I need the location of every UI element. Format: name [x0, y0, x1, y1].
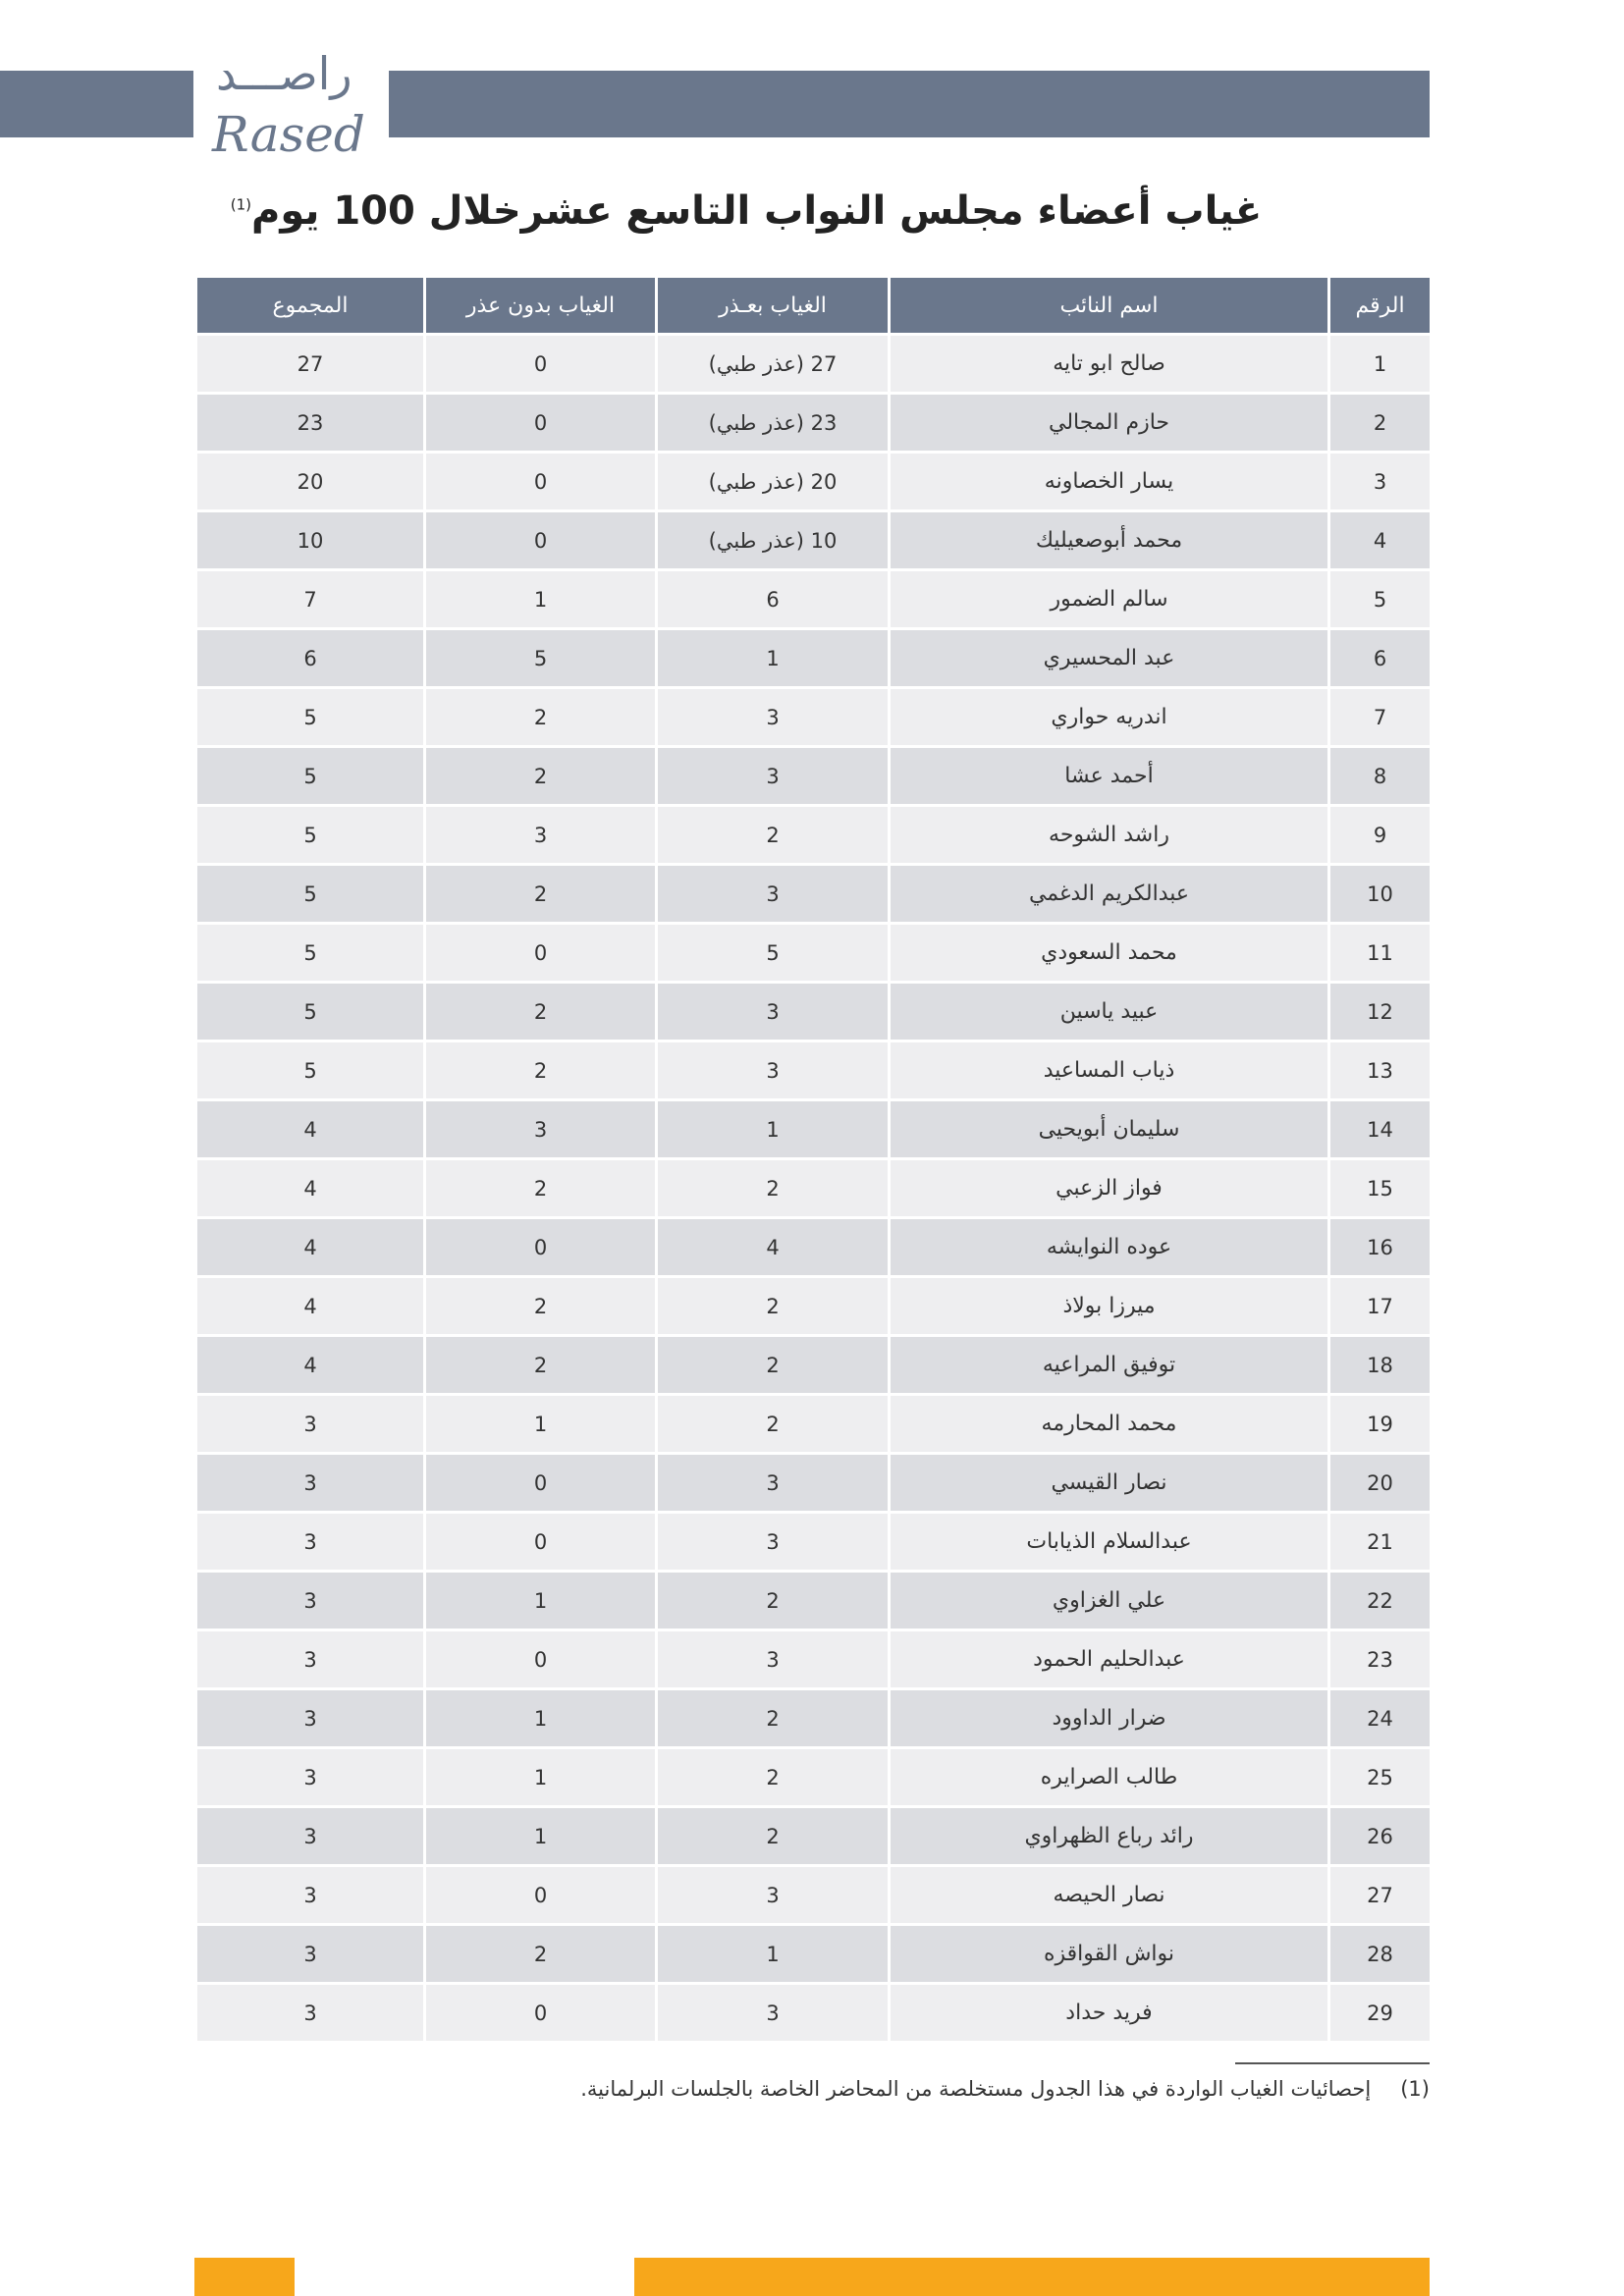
cell-total: 3 [196, 1748, 425, 1807]
cell-number: 6 [1329, 629, 1432, 688]
cell-number: 1 [1329, 335, 1432, 394]
cell-number: 7 [1329, 688, 1432, 747]
cell-total: 4 [196, 1218, 425, 1277]
cell-number: 25 [1329, 1748, 1432, 1807]
cell-total: 5 [196, 747, 425, 806]
cell-total: 5 [196, 806, 425, 865]
cell-excused-absence: 6 [657, 570, 890, 629]
cell-total: 3 [196, 1513, 425, 1572]
footnote-text: إحصائيات الغياب الواردة في هذا الجدول مستخلصة من المحاضر الخاصة بالجلسات البرلمانية. [580, 2077, 1372, 2101]
table-row [196, 1159, 1432, 1218]
cell-number: 14 [1329, 1100, 1432, 1159]
cell-excused-absence: 2 [657, 1748, 890, 1807]
table-row [196, 1689, 1432, 1748]
logo-english-text: Rased [212, 106, 365, 163]
cell-deputy-name: يسار الخصاونه [890, 453, 1329, 511]
cell-unexcused-absence: 2 [425, 747, 657, 806]
cell-deputy-name: محمد السعودي [890, 924, 1329, 983]
cell-deputy-name: أحمد عشا [890, 747, 1329, 806]
cell-unexcused-absence: 2 [425, 983, 657, 1041]
cell-unexcused-absence: 0 [425, 453, 657, 511]
absence-table [194, 275, 1433, 2044]
header-deputy-name: اسم النائب [890, 277, 1329, 335]
footnote [580, 2077, 1430, 2101]
cell-number: 27 [1329, 1866, 1432, 1925]
cell-total: 5 [196, 1041, 425, 1100]
table-header-row [196, 277, 1432, 335]
cell-deputy-name: عوده النوايشه [890, 1218, 1329, 1277]
table-row [196, 1572, 1432, 1630]
cell-number: 9 [1329, 806, 1432, 865]
cell-number: 5 [1329, 570, 1432, 629]
cell-unexcused-absence: 2 [425, 1925, 657, 1984]
cell-excused-absence: 3 [657, 983, 890, 1041]
cell-deputy-name: ذياب المساعيد [890, 1041, 1329, 1100]
cell-deputy-name: فواز الزعبي [890, 1159, 1329, 1218]
cell-total: 4 [196, 1277, 425, 1336]
table-row [196, 1748, 1432, 1807]
cell-total: 5 [196, 865, 425, 924]
table-row [196, 1630, 1432, 1689]
cell-unexcused-absence: 3 [425, 806, 657, 865]
cell-excused-absence: 5 [657, 924, 890, 983]
cell-excused-absence: 3 [657, 1041, 890, 1100]
table-row [196, 924, 1432, 983]
cell-total: 3 [196, 1807, 425, 1866]
cell-total: 3 [196, 1984, 425, 2043]
cell-excused-absence: 4 [657, 1218, 890, 1277]
cell-unexcused-absence: 0 [425, 1866, 657, 1925]
cell-unexcused-absence: 0 [425, 1218, 657, 1277]
table-row [196, 1277, 1432, 1336]
cell-number: 8 [1329, 747, 1432, 806]
cell-number: 10 [1329, 865, 1432, 924]
table-row [196, 570, 1432, 629]
footer-bar-left [194, 2258, 295, 2296]
cell-excused-absence: 2 [657, 1159, 890, 1218]
cell-unexcused-absence: 2 [425, 1277, 657, 1336]
header-number: الرقم [1329, 277, 1432, 335]
cell-total: 4 [196, 1336, 425, 1395]
cell-total: 10 [196, 511, 425, 570]
cell-total: 23 [196, 394, 425, 453]
cell-unexcused-absence: 1 [425, 1807, 657, 1866]
cell-number: 28 [1329, 1925, 1432, 1984]
cell-unexcused-absence: 1 [425, 1395, 657, 1454]
table-body [196, 335, 1432, 2043]
cell-deputy-name: رائد رباع الظهراوي [890, 1807, 1329, 1866]
cell-unexcused-absence: 3 [425, 1100, 657, 1159]
table-row [196, 1984, 1432, 2043]
cell-unexcused-absence: 2 [425, 1041, 657, 1100]
cell-excused-absence: 2 [657, 806, 890, 865]
cell-deputy-name: نصار القيسي [890, 1454, 1329, 1513]
table-row [196, 1807, 1432, 1866]
cell-number: 22 [1329, 1572, 1432, 1630]
cell-total: 7 [196, 570, 425, 629]
cell-number: 24 [1329, 1689, 1432, 1748]
table-row [196, 1218, 1432, 1277]
cell-total: 5 [196, 924, 425, 983]
header-unexcused-absence: الغياب بدون عذر [425, 277, 657, 335]
cell-excused-absence: 23 (عذر طبي) [657, 394, 890, 453]
cell-total: 3 [196, 1689, 425, 1748]
table-row [196, 1866, 1432, 1925]
footnote-number: (1) [1400, 2077, 1430, 2101]
cell-excused-absence: 3 [657, 1513, 890, 1572]
rased-logo [206, 47, 383, 165]
cell-total: 20 [196, 453, 425, 511]
table-row [196, 335, 1432, 394]
cell-unexcused-absence: 0 [425, 335, 657, 394]
cell-unexcused-absence: 0 [425, 394, 657, 453]
page-title [226, 188, 1267, 234]
footnote-reference: (1) [230, 195, 251, 214]
cell-deputy-name: حازم المجالي [890, 394, 1329, 453]
cell-unexcused-absence: 0 [425, 1984, 657, 2043]
table-row [196, 1336, 1432, 1395]
cell-deputy-name: سليمان أبويحيى [890, 1100, 1329, 1159]
cell-total: 4 [196, 1159, 425, 1218]
cell-unexcused-absence: 5 [425, 629, 657, 688]
cell-total: 3 [196, 1925, 425, 1984]
cell-deputy-name: ميرزا بولاذ [890, 1277, 1329, 1336]
cell-deputy-name: ضرار الداوود [890, 1689, 1329, 1748]
cell-excused-absence: 1 [657, 1925, 890, 1984]
cell-deputy-name: عبدالسلام الذيابات [890, 1513, 1329, 1572]
cell-deputy-name: فريد حداد [890, 1984, 1329, 2043]
cell-number: 12 [1329, 983, 1432, 1041]
cell-number: 26 [1329, 1807, 1432, 1866]
cell-excused-absence: 3 [657, 1866, 890, 1925]
cell-number: 19 [1329, 1395, 1432, 1454]
cell-excused-absence: 1 [657, 629, 890, 688]
cell-number: 15 [1329, 1159, 1432, 1218]
cell-number: 3 [1329, 453, 1432, 511]
cell-unexcused-absence: 0 [425, 511, 657, 570]
cell-number: 21 [1329, 1513, 1432, 1572]
cell-unexcused-absence: 0 [425, 1454, 657, 1513]
page-title-text: غياب أعضاء مجلس النواب التاسع عشرخلال 100 يوم [251, 188, 1263, 234]
header-excused-absence: الغياب بعـذر [657, 277, 890, 335]
cell-total: 6 [196, 629, 425, 688]
cell-number: 29 [1329, 1984, 1432, 2043]
cell-total: 27 [196, 335, 425, 394]
cell-unexcused-absence: 2 [425, 1159, 657, 1218]
cell-excused-absence: 2 [657, 1572, 890, 1630]
cell-excused-absence: 2 [657, 1395, 890, 1454]
cell-number: 4 [1329, 511, 1432, 570]
table-row [196, 511, 1432, 570]
header-band-right [389, 71, 1430, 137]
cell-deputy-name: محمد المحارمه [890, 1395, 1329, 1454]
cell-total: 3 [196, 1454, 425, 1513]
cell-deputy-name: عبدالحليم الحمود [890, 1630, 1329, 1689]
cell-deputy-name: عبيد ياسين [890, 983, 1329, 1041]
cell-number: 16 [1329, 1218, 1432, 1277]
cell-deputy-name: علي الغزاوي [890, 1572, 1329, 1630]
cell-number: 20 [1329, 1454, 1432, 1513]
table-row [196, 1395, 1432, 1454]
footer-bar-right [634, 2258, 1430, 2296]
cell-number: 18 [1329, 1336, 1432, 1395]
logo-arabic-text: راصـــد [216, 47, 352, 100]
table-row [196, 983, 1432, 1041]
cell-excused-absence: 3 [657, 688, 890, 747]
cell-excused-absence: 3 [657, 747, 890, 806]
cell-deputy-name: عبدالكريم الدغمي [890, 865, 1329, 924]
cell-excused-absence: 3 [657, 1454, 890, 1513]
table-row [196, 1925, 1432, 1984]
cell-excused-absence: 20 (عذر طبي) [657, 453, 890, 511]
table-row [196, 747, 1432, 806]
cell-unexcused-absence: 0 [425, 1513, 657, 1572]
cell-deputy-name: سالم الضمور [890, 570, 1329, 629]
cell-unexcused-absence: 1 [425, 1748, 657, 1807]
cell-deputy-name: صالح ابو تايه [890, 335, 1329, 394]
cell-unexcused-absence: 0 [425, 924, 657, 983]
cell-excused-absence: 3 [657, 1984, 890, 2043]
cell-unexcused-absence: 1 [425, 570, 657, 629]
cell-deputy-name: توفيق المراعيه [890, 1336, 1329, 1395]
cell-excused-absence: 1 [657, 1100, 890, 1159]
cell-number: 11 [1329, 924, 1432, 983]
cell-total: 3 [196, 1395, 425, 1454]
cell-unexcused-absence: 2 [425, 865, 657, 924]
cell-deputy-name: نواش القواقزه [890, 1925, 1329, 1984]
table-row [196, 1041, 1432, 1100]
cell-deputy-name: محمد أبوصعيليك [890, 511, 1329, 570]
footnote-divider [1235, 2062, 1430, 2064]
table-row [196, 1100, 1432, 1159]
cell-total: 3 [196, 1866, 425, 1925]
cell-deputy-name: اندريه حواري [890, 688, 1329, 747]
table-row [196, 453, 1432, 511]
cell-unexcused-absence: 1 [425, 1572, 657, 1630]
cell-total: 3 [196, 1630, 425, 1689]
cell-excused-absence: 2 [657, 1689, 890, 1748]
cell-total: 5 [196, 688, 425, 747]
table-row [196, 688, 1432, 747]
cell-deputy-name: عبد المحسيري [890, 629, 1329, 688]
table-row [196, 806, 1432, 865]
table-row [196, 1454, 1432, 1513]
cell-unexcused-absence: 0 [425, 1630, 657, 1689]
cell-excused-absence: 3 [657, 1630, 890, 1689]
cell-excused-absence: 2 [657, 1807, 890, 1866]
table-row [196, 394, 1432, 453]
cell-unexcused-absence: 1 [425, 1689, 657, 1748]
cell-total: 4 [196, 1100, 425, 1159]
cell-unexcused-absence: 2 [425, 1336, 657, 1395]
cell-number: 13 [1329, 1041, 1432, 1100]
table-row [196, 865, 1432, 924]
header-band-left [0, 71, 193, 137]
cell-number: 2 [1329, 394, 1432, 453]
cell-total: 3 [196, 1572, 425, 1630]
cell-excused-absence: 27 (عذر طبي) [657, 335, 890, 394]
cell-number: 17 [1329, 1277, 1432, 1336]
cell-deputy-name: طالب الصرايره [890, 1748, 1329, 1807]
cell-deputy-name: راشد الشوحه [890, 806, 1329, 865]
cell-excused-absence: 2 [657, 1336, 890, 1395]
cell-unexcused-absence: 2 [425, 688, 657, 747]
cell-excused-absence: 3 [657, 865, 890, 924]
cell-number: 23 [1329, 1630, 1432, 1689]
cell-excused-absence: 10 (عذر طبي) [657, 511, 890, 570]
cell-excused-absence: 2 [657, 1277, 890, 1336]
table-row [196, 629, 1432, 688]
cell-deputy-name: نصار الحيصه [890, 1866, 1329, 1925]
cell-total: 5 [196, 983, 425, 1041]
header-total: المجموع [196, 277, 425, 335]
table-row [196, 1513, 1432, 1572]
